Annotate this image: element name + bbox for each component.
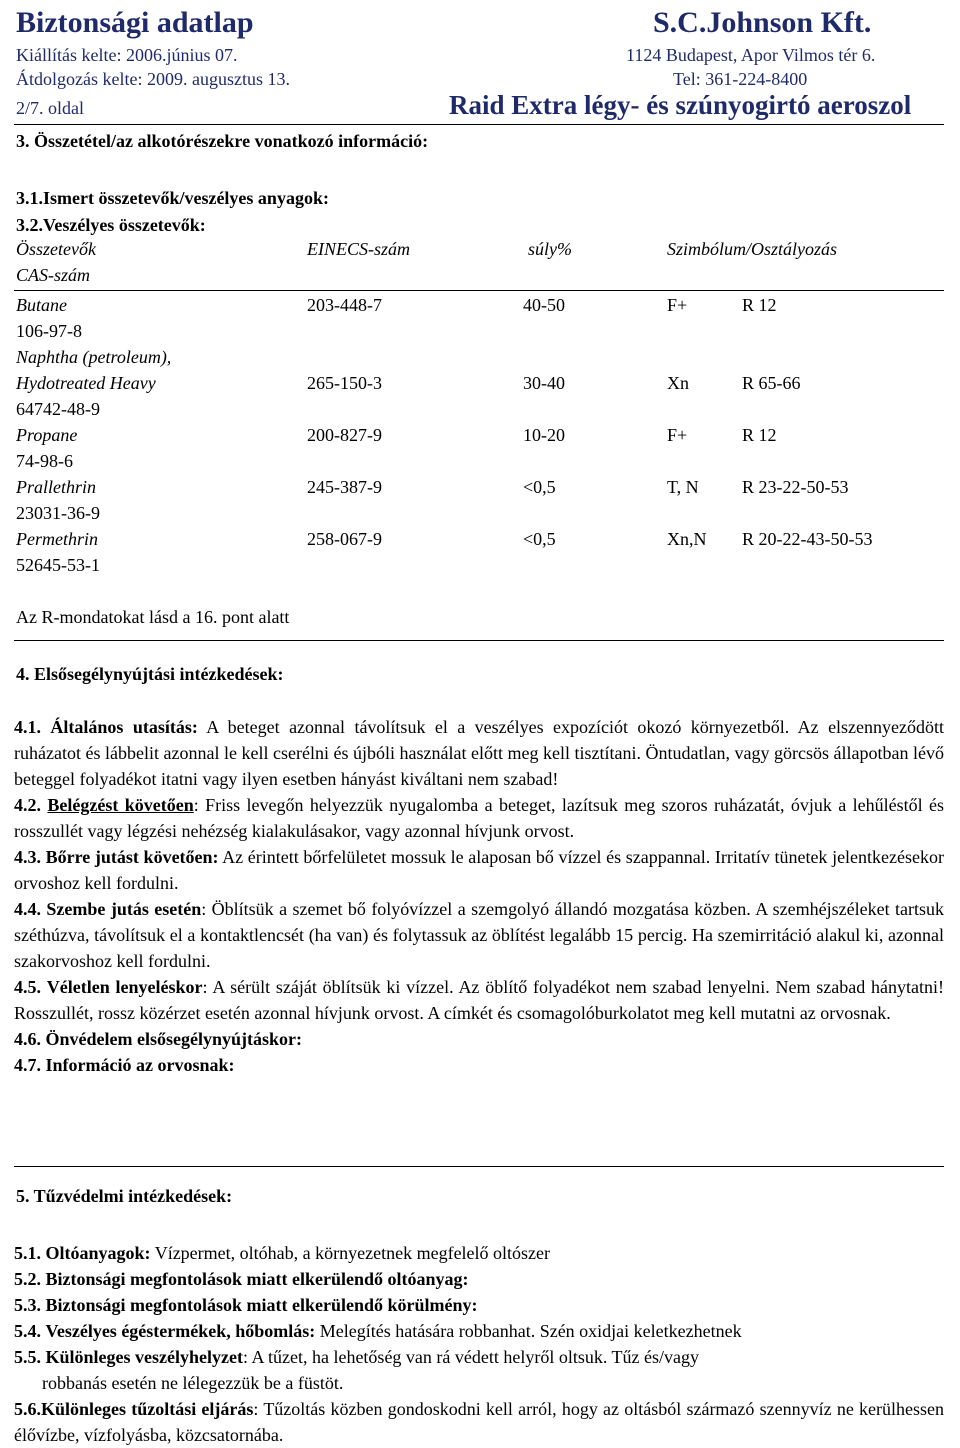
first-aid-item-inhalation: 4.2. Belégzést követően: Friss levegőn helyezzük nyugalomba a beteget, lazítsuk meg szoros ruházatát, óvjuk a lehűléstől és rosszullét vagy légzési nehézség kialakulásakor, vagy azonnal hívjunk orvost. [14, 795, 944, 841]
table-row-symbol: Xn,N [667, 529, 707, 549]
fire-item-special-hazard: 5.5. Különleges veszélyhelyzet: A tűzet, ha lehetőség van rá védett helyről oltsuk. Tűz és/vagy robbanás esetén ne lélegezzük be a füstöt. [14, 1347, 700, 1393]
table-row-name: Butane [16, 295, 67, 315]
table-row-cas: 106-97-8 [16, 321, 82, 341]
table-row-einecs: 265-150-3 [307, 373, 382, 393]
table-row-rphrase: R 20-22-43-50-53 [742, 529, 873, 549]
col-header-einecs: EINECS-szám [307, 239, 410, 259]
section4-body [14, 714, 944, 1078]
document-title: Biztonsági adatlap [16, 6, 254, 39]
first-aid-item-ingestion: 4.5. Véletlen lenyeléskor: A sérült száját öblítsük ki vízzel. Az öblítő folyadékot nem szabad lenyelni. Nem szabad hánytatni! Rosszullét, rossz közérzet esetén azonnal hívjunk orvost. A címkét és csomagolóburkolatot meg kell mutatni az orvosnak. [14, 977, 945, 1023]
table-row-weight: 10-20 [523, 425, 565, 445]
first-aid-item-self-protection: 4.6. Önvédelem elsősegélynyújtáskor: [14, 1029, 302, 1049]
section5-rule [14, 1166, 944, 1167]
table-row-symbol: F+ [667, 295, 688, 315]
section4-title: 4. Elsősegélynyújtási intézkedések: [16, 664, 284, 684]
issue-date: Kiállítás kelte: 2006.június 07. [16, 45, 238, 65]
fire-item-avoid-conditions: 5.3. Biztonsági megfontolások miatt elkerülendő körülmény: [14, 1295, 478, 1315]
table-row-weight: 30-40 [523, 373, 565, 393]
table-row-einecs: 200-827-9 [307, 425, 382, 445]
table-row-name: Permethrin [16, 529, 98, 549]
col-header-symbol: Szimbólum/Osztályozás [667, 239, 838, 259]
table-row-name: Hydotreated Heavy [16, 373, 156, 393]
table-row-einecs: 245-387-9 [307, 477, 382, 497]
table-row-cas: 74-98-6 [16, 451, 73, 471]
table-row-rphrase: R 23-22-50-53 [742, 477, 849, 497]
table-row-symbol: F+ [667, 425, 688, 445]
fire-item-extinguishing: 5.1. Oltóanyagok: Vízpermet, oltóhab, a környezetnek megfelelő oltószer [14, 1243, 551, 1263]
section5-title: 5. Tűzvédelmi intézkedések: [16, 1186, 233, 1206]
company-name: S.C.Johnson Kft. [653, 6, 872, 39]
table-row-weight: <0,5 [523, 477, 556, 497]
first-aid-item-skin: 4.3. Bőrre jutást követően: Az érintett bőrfelületet mossuk le alaposan bő vízzel és szappannal. Irritatív tünetek jelentkezésekor orvoshoz kell fordulni. [14, 847, 944, 893]
col-header-weight: súly% [528, 239, 572, 259]
first-aid-item-general: 4.1. Általános utasítás: A beteget azonnal távolítsuk el a veszélyes expozíciót okozó környezetből. Az elszennyeződött ruházatot és lábbelit azonnal le kell cserélni és újbóli használat előtt meg kell tisztítani. Öntudatlan, vagy görcsös állapotban lévő beteggel folyadékot itatni vagy ilyen esetben hányást kiváltani nem szabad! [14, 717, 945, 789]
section3-2-title: 3.2.Veszélyes összetevők: [16, 215, 206, 235]
table-row-name: Propane [16, 425, 78, 445]
table-row-rphrase: R 12 [742, 425, 777, 445]
r-phrases-note: Az R-mondatokat lásd a 16. pont alatt [16, 607, 290, 627]
fire-item-special-procedure: 5.6.Különleges tűzoltási eljárás: Tűzoltás közben gondoskodni kell arról, hogy az oltásból származó szennyvíz ne kerülhessen élővízbe, vízfolyásba, közcsatornába. [14, 1399, 944, 1445]
table-row-einecs: 203-448-7 [307, 295, 382, 315]
section5-body [14, 1240, 944, 1448]
table-row-symbol: Xn [667, 373, 689, 393]
page-number: 2/7. oldal [16, 98, 84, 118]
company-address: 1124 Budapest, Apor Vilmos tér 6. [626, 45, 876, 65]
table-row-cas: 23031-36-9 [16, 503, 100, 523]
table-row-rphrase: R 65-66 [742, 373, 801, 393]
table-row-weight: 40-50 [523, 295, 565, 315]
section4-rule [14, 640, 944, 641]
table-row-weight: <0,5 [523, 529, 556, 549]
company-phone: Tel: 361-224-8400 [673, 69, 808, 89]
header-rule [14, 124, 944, 125]
fire-item-combustion-products: 5.4. Veszélyes égéstermékek, hőbomlás: Melegítés hatására robbanhat. Szén oxidjai keletkezhetnek [14, 1321, 742, 1341]
section3-1-title: 3.1.Ismert összetevők/veszélyes anyagok: [16, 188, 329, 208]
table-row-rphrase: R 12 [742, 295, 777, 315]
table-row-cas: 64742-48-9 [16, 399, 100, 419]
table-row-symbol: T, N [667, 477, 699, 497]
table-row-name-line1: Naphtha (petroleum), [16, 347, 172, 367]
revision-date: Átdolgozás kelte: 2009. augusztus 13. [16, 69, 290, 89]
table-row-name: Prallethrin [16, 477, 96, 497]
table-row-cas: 52645-53-1 [16, 555, 100, 575]
section3-title: 3. Összetétel/az alkotórészekre vonatkozó információ: [16, 131, 429, 151]
table-row-einecs: 258-067-9 [307, 529, 382, 549]
first-aid-item-eyes: 4.4. Szembe jutás esetén: Öblítsük a szemet bő folyóvízzel a szemgolyó állandó mozgatása közben. A szemhéjszéleket tartsuk széthúzva, távolítsuk el a kontaktlencsét (ha van) és folytassuk az öblítést legalább 15 percig. Ha szemirritáció alakul ki, azonnal szakorvoshoz kell fordulni. [14, 899, 944, 971]
product-name: Raid Extra légy- és szúnyogirtó aeroszol [449, 90, 912, 120]
fire-item-unsuitable-media: 5.2. Biztonsági megfontolások miatt elkerülendő oltóanyag: [14, 1269, 469, 1289]
table-header-rule [14, 290, 944, 291]
col-header-component: Összetevők [16, 239, 96, 259]
first-aid-item-doctor-info: 4.7. Információ az orvosnak: [14, 1055, 235, 1075]
col-header-cas: CAS-szám [16, 265, 91, 285]
